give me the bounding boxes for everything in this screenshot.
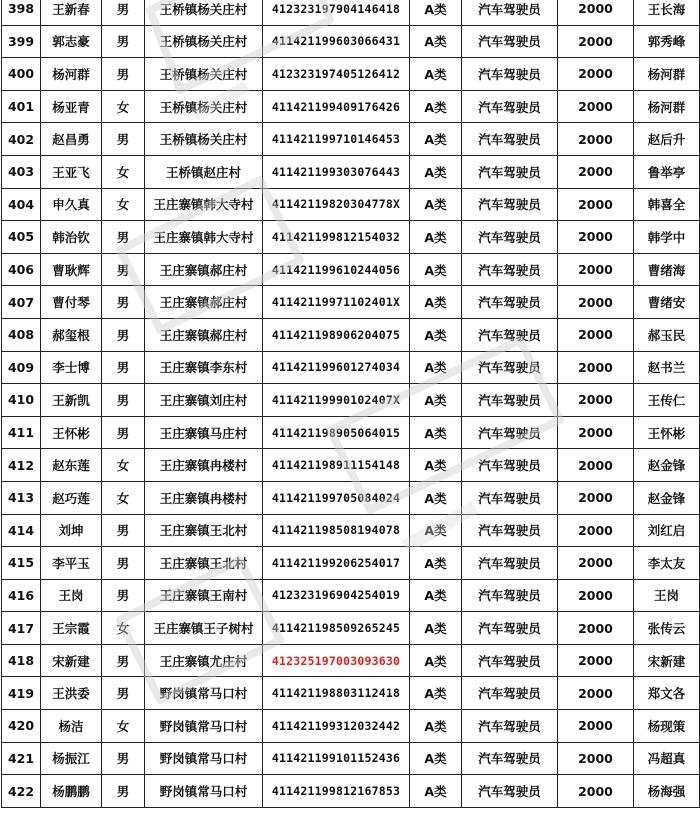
row-number: 412	[2, 449, 41, 482]
amount-cell: 2000	[558, 677, 634, 710]
occupation-cell: 汽车驾驶员	[462, 644, 558, 677]
village-cell: 王桥镇杨关庄村	[145, 0, 263, 25]
table-row	[2, 318, 700, 351]
contact-cell: 曹绪安	[634, 286, 700, 319]
id-number-cell: 41142119820304778X	[263, 188, 410, 221]
category-cell: A类	[410, 155, 462, 188]
table-row	[2, 449, 700, 482]
contact-cell: 赵金锋	[634, 481, 700, 514]
contact-cell: 曹绪海	[634, 253, 700, 286]
gender-cell: 男	[102, 384, 145, 417]
id-number-cell: 411421199409176426	[263, 90, 410, 123]
contact-cell: 张传云	[634, 612, 700, 645]
category-cell: A类	[410, 188, 462, 221]
category-cell: A类	[410, 612, 462, 645]
gender-cell: 女	[102, 449, 145, 482]
category-cell: A类	[410, 58, 462, 91]
category-cell: A类	[410, 416, 462, 449]
name-cell: 杨振江	[41, 742, 102, 775]
name-cell: 杨洁	[41, 710, 102, 743]
category-cell: A类	[410, 384, 462, 417]
table-row	[2, 710, 700, 743]
row-number: 413	[2, 481, 41, 514]
category-cell: A类	[410, 123, 462, 156]
contact-cell: 韩学中	[634, 221, 700, 254]
row-number: 419	[2, 677, 41, 710]
row-number: 411	[2, 416, 41, 449]
contact-cell: 冯超真	[634, 742, 700, 775]
gender-cell: 男	[102, 253, 145, 286]
table-row	[2, 123, 700, 156]
name-cell: 申久真	[41, 188, 102, 221]
amount-cell: 2000	[558, 612, 634, 645]
id-number-cell: 411421199610244056	[263, 253, 410, 286]
contact-cell: 鲁举亭	[634, 155, 700, 188]
contact-cell: 郭秀峰	[634, 25, 700, 58]
gender-cell: 男	[102, 775, 145, 808]
row-number: 416	[2, 579, 41, 612]
category-cell: A类	[410, 449, 462, 482]
village-cell: 王庄寨镇冉楼村	[145, 449, 263, 482]
id-number-cell: 411421199710146453	[263, 123, 410, 156]
amount-cell: 2000	[558, 221, 634, 254]
row-number: 398	[2, 0, 41, 25]
row-number: 407	[2, 286, 41, 319]
id-number-cell: 411421199312032442	[263, 710, 410, 743]
occupation-cell: 汽车驾驶员	[462, 449, 558, 482]
id-number-cell: 412325197003093630	[263, 644, 410, 677]
village-cell: 王庄寨镇王子树村	[145, 612, 263, 645]
table-row	[2, 514, 700, 547]
table-row	[2, 0, 700, 25]
village-cell: 王庄寨镇韩大寺村	[145, 188, 263, 221]
gender-cell: 男	[102, 0, 145, 25]
gender-cell: 男	[102, 514, 145, 547]
gender-cell: 男	[102, 677, 145, 710]
amount-cell: 2000	[558, 155, 634, 188]
id-number-cell: 411421199603066431	[263, 25, 410, 58]
gender-cell: 男	[102, 286, 145, 319]
id-number-cell: 41142119990102407X	[263, 384, 410, 417]
occupation-cell: 汽车驾驶员	[462, 579, 558, 612]
contact-cell: 赵书兰	[634, 351, 700, 384]
occupation-cell: 汽车驾驶员	[462, 612, 558, 645]
row-number: 403	[2, 155, 41, 188]
row-number: 405	[2, 221, 41, 254]
name-cell: 郝玺根	[41, 318, 102, 351]
occupation-cell: 汽车驾驶员	[462, 384, 558, 417]
table-row	[2, 644, 700, 677]
gender-cell: 男	[102, 221, 145, 254]
amount-cell: 2000	[558, 384, 634, 417]
amount-cell: 2000	[558, 351, 634, 384]
village-cell: 王桥镇杨关庄村	[145, 58, 263, 91]
amount-cell: 2000	[558, 579, 634, 612]
contact-cell: 杨河群	[634, 58, 700, 91]
table-row	[2, 547, 700, 580]
name-cell: 王宗霞	[41, 612, 102, 645]
gender-cell: 女	[102, 155, 145, 188]
table-row	[2, 351, 700, 384]
occupation-cell: 汽车驾驶员	[462, 188, 558, 221]
amount-cell: 2000	[558, 318, 634, 351]
category-cell: A类	[410, 286, 462, 319]
table-row	[2, 90, 700, 123]
row-number: 399	[2, 25, 41, 58]
name-cell: 杨鹏鹏	[41, 775, 102, 808]
row-number: 410	[2, 384, 41, 417]
village-cell: 王庄寨镇马庄村	[145, 416, 263, 449]
row-number: 400	[2, 58, 41, 91]
contact-cell: 刘红启	[634, 514, 700, 547]
table-row	[2, 155, 700, 188]
id-number-cell: 41142119971102401X	[263, 286, 410, 319]
village-cell: 野岗镇常马口村	[145, 775, 263, 808]
contact-cell: 赵金锋	[634, 449, 700, 482]
amount-cell: 2000	[558, 710, 634, 743]
name-cell: 王新凯	[41, 384, 102, 417]
category-cell: A类	[410, 579, 462, 612]
gender-cell: 男	[102, 644, 145, 677]
table-row	[2, 579, 700, 612]
row-number: 409	[2, 351, 41, 384]
name-cell: 赵巧莲	[41, 481, 102, 514]
amount-cell: 2000	[558, 416, 634, 449]
village-cell: 王桥镇赵庄村	[145, 155, 263, 188]
occupation-cell: 汽车驾驶员	[462, 710, 558, 743]
amount-cell: 2000	[558, 742, 634, 775]
name-cell: 王洪委	[41, 677, 102, 710]
name-cell: 刘坤	[41, 514, 102, 547]
gender-cell: 女	[102, 481, 145, 514]
name-cell: 赵昌勇	[41, 123, 102, 156]
amount-cell: 2000	[558, 58, 634, 91]
id-number-cell: 411421198803112418	[263, 677, 410, 710]
contact-cell: 韩喜全	[634, 188, 700, 221]
id-number-cell: 411421199812154032	[263, 221, 410, 254]
contact-cell: 李太友	[634, 547, 700, 580]
gender-cell: 男	[102, 318, 145, 351]
id-number-cell: 411421199601274034	[263, 351, 410, 384]
id-number-cell: 411421199812167853	[263, 775, 410, 808]
category-cell: A类	[410, 25, 462, 58]
occupation-cell: 汽车驾驶员	[462, 90, 558, 123]
name-cell: 王岗	[41, 579, 102, 612]
contact-cell: 王岗	[634, 579, 700, 612]
village-cell: 王庄寨镇韩大寺村	[145, 221, 263, 254]
gender-cell: 女	[102, 710, 145, 743]
row-number: 402	[2, 123, 41, 156]
roster-body	[2, 0, 700, 807]
occupation-cell: 汽车驾驶员	[462, 25, 558, 58]
amount-cell: 2000	[558, 0, 634, 25]
id-number-cell: 411421199303076443	[263, 155, 410, 188]
contact-cell: 宋新建	[634, 644, 700, 677]
occupation-cell: 汽车驾驶员	[462, 547, 558, 580]
occupation-cell: 汽车驾驶员	[462, 253, 558, 286]
table-row	[2, 416, 700, 449]
amount-cell: 2000	[558, 775, 634, 808]
village-cell: 王庄寨镇王南村	[145, 579, 263, 612]
contact-cell: 王传仁	[634, 384, 700, 417]
amount-cell: 2000	[558, 25, 634, 58]
category-cell: A类	[410, 710, 462, 743]
id-number-cell: 411421198508194078	[263, 514, 410, 547]
category-cell: A类	[410, 221, 462, 254]
village-cell: 王桥镇杨关庄村	[145, 25, 263, 58]
occupation-cell: 汽车驾驶员	[462, 0, 558, 25]
gender-cell: 男	[102, 579, 145, 612]
gender-cell: 男	[102, 742, 145, 775]
contact-cell: 王怀彬	[634, 416, 700, 449]
name-cell: 李平玉	[41, 547, 102, 580]
contact-cell: 郝玉民	[634, 318, 700, 351]
gender-cell: 女	[102, 612, 145, 645]
category-cell: A类	[410, 481, 462, 514]
row-number: 406	[2, 253, 41, 286]
id-number-cell: 411421199206254017	[263, 547, 410, 580]
row-number: 422	[2, 775, 41, 808]
contact-cell: 杨海强	[634, 775, 700, 808]
name-cell: 宋新建	[41, 644, 102, 677]
id-number-cell: 411421198906204075	[263, 318, 410, 351]
name-cell: 杨亚青	[41, 90, 102, 123]
amount-cell: 2000	[558, 286, 634, 319]
table-row	[2, 775, 700, 808]
table-row	[2, 677, 700, 710]
name-cell: 王怀彬	[41, 416, 102, 449]
village-cell: 野岗镇常马口村	[145, 710, 263, 743]
occupation-cell: 汽车驾驶员	[462, 677, 558, 710]
gender-cell: 男	[102, 123, 145, 156]
occupation-cell: 汽车驾驶员	[462, 416, 558, 449]
table-row	[2, 742, 700, 775]
id-number-cell: 411421198911154148	[263, 449, 410, 482]
occupation-cell: 汽车驾驶员	[462, 318, 558, 351]
table-row	[2, 286, 700, 319]
gender-cell: 男	[102, 416, 145, 449]
occupation-cell: 汽车驾驶员	[462, 514, 558, 547]
table-row	[2, 58, 700, 91]
category-cell: A类	[410, 775, 462, 808]
id-number-cell: 411421198905064015	[263, 416, 410, 449]
amount-cell: 2000	[558, 123, 634, 156]
amount-cell: 2000	[558, 644, 634, 677]
contact-cell: 杨河群	[634, 90, 700, 123]
amount-cell: 2000	[558, 449, 634, 482]
occupation-cell: 汽车驾驶员	[462, 775, 558, 808]
name-cell: 赵东莲	[41, 449, 102, 482]
amount-cell: 2000	[558, 481, 634, 514]
amount-cell: 2000	[558, 547, 634, 580]
subsidy-roster-table	[1, 0, 700, 808]
contact-cell: 郑文各	[634, 677, 700, 710]
row-number: 421	[2, 742, 41, 775]
village-cell: 野岗镇常马口村	[145, 677, 263, 710]
row-number: 417	[2, 612, 41, 645]
village-cell: 王庄寨镇冉楼村	[145, 481, 263, 514]
village-cell: 王庄寨镇王北村	[145, 547, 263, 580]
id-number-cell: 411421199101152436	[263, 742, 410, 775]
village-cell: 王庄寨镇王北村	[145, 514, 263, 547]
name-cell: 韩治钦	[41, 221, 102, 254]
row-number: 404	[2, 188, 41, 221]
table-row	[2, 253, 700, 286]
id-number-cell: 411421198509265245	[263, 612, 410, 645]
category-cell: A类	[410, 547, 462, 580]
row-number: 401	[2, 90, 41, 123]
id-number-cell: 412323196904254019	[263, 579, 410, 612]
village-cell: 王庄寨镇郝庄村	[145, 318, 263, 351]
category-cell: A类	[410, 90, 462, 123]
contact-cell: 王长海	[634, 0, 700, 25]
name-cell: 郭志豪	[41, 25, 102, 58]
village-cell: 野岗镇常马口村	[145, 742, 263, 775]
gender-cell: 男	[102, 25, 145, 58]
table-row	[2, 188, 700, 221]
gender-cell: 男	[102, 351, 145, 384]
contact-cell: 杨现策	[634, 710, 700, 743]
village-cell: 王庄寨镇郝庄村	[145, 286, 263, 319]
name-cell: 王新春	[41, 0, 102, 25]
occupation-cell: 汽车驾驶员	[462, 221, 558, 254]
village-cell: 王庄寨镇尤庄村	[145, 644, 263, 677]
gender-cell: 女	[102, 90, 145, 123]
contact-cell: 赵后升	[634, 123, 700, 156]
category-cell: A类	[410, 742, 462, 775]
gender-cell: 男	[102, 58, 145, 91]
row-number: 408	[2, 318, 41, 351]
amount-cell: 2000	[558, 188, 634, 221]
category-cell: A类	[410, 677, 462, 710]
occupation-cell: 汽车驾驶员	[462, 155, 558, 188]
amount-cell: 2000	[558, 253, 634, 286]
table-row	[2, 221, 700, 254]
village-cell: 王庄寨镇刘庄村	[145, 384, 263, 417]
name-cell: 王亚飞	[41, 155, 102, 188]
category-cell: A类	[410, 351, 462, 384]
occupation-cell: 汽车驾驶员	[462, 742, 558, 775]
occupation-cell: 汽车驾驶员	[462, 123, 558, 156]
amount-cell: 2000	[558, 90, 634, 123]
category-cell: A类	[410, 0, 462, 25]
table-row	[2, 25, 700, 58]
id-number-cell: 412323197904146418	[263, 0, 410, 25]
row-number: 415	[2, 547, 41, 580]
occupation-cell: 汽车驾驶员	[462, 58, 558, 91]
village-cell: 王庄寨镇李东村	[145, 351, 263, 384]
id-number-cell: 412323197405126412	[263, 58, 410, 91]
name-cell: 曹付琴	[41, 286, 102, 319]
gender-cell: 男	[102, 547, 145, 580]
village-cell: 王庄寨镇郝庄村	[145, 253, 263, 286]
category-cell: A类	[410, 514, 462, 547]
occupation-cell: 汽车驾驶员	[462, 351, 558, 384]
table-row	[2, 612, 700, 645]
row-number: 420	[2, 710, 41, 743]
category-cell: A类	[410, 318, 462, 351]
id-number-cell: 411421199705084024	[263, 481, 410, 514]
village-cell: 王桥镇杨关庄村	[145, 123, 263, 156]
category-cell: A类	[410, 253, 462, 286]
village-cell: 王桥镇杨关庄村	[145, 90, 263, 123]
table-row	[2, 481, 700, 514]
occupation-cell: 汽车驾驶员	[462, 481, 558, 514]
name-cell: 曹耿辉	[41, 253, 102, 286]
row-number: 418	[2, 644, 41, 677]
name-cell: 李士博	[41, 351, 102, 384]
occupation-cell: 汽车驾驶员	[462, 286, 558, 319]
gender-cell: 女	[102, 188, 145, 221]
row-number: 414	[2, 514, 41, 547]
table-row	[2, 384, 700, 417]
amount-cell: 2000	[558, 514, 634, 547]
category-cell: A类	[410, 644, 462, 677]
name-cell: 杨河群	[41, 58, 102, 91]
